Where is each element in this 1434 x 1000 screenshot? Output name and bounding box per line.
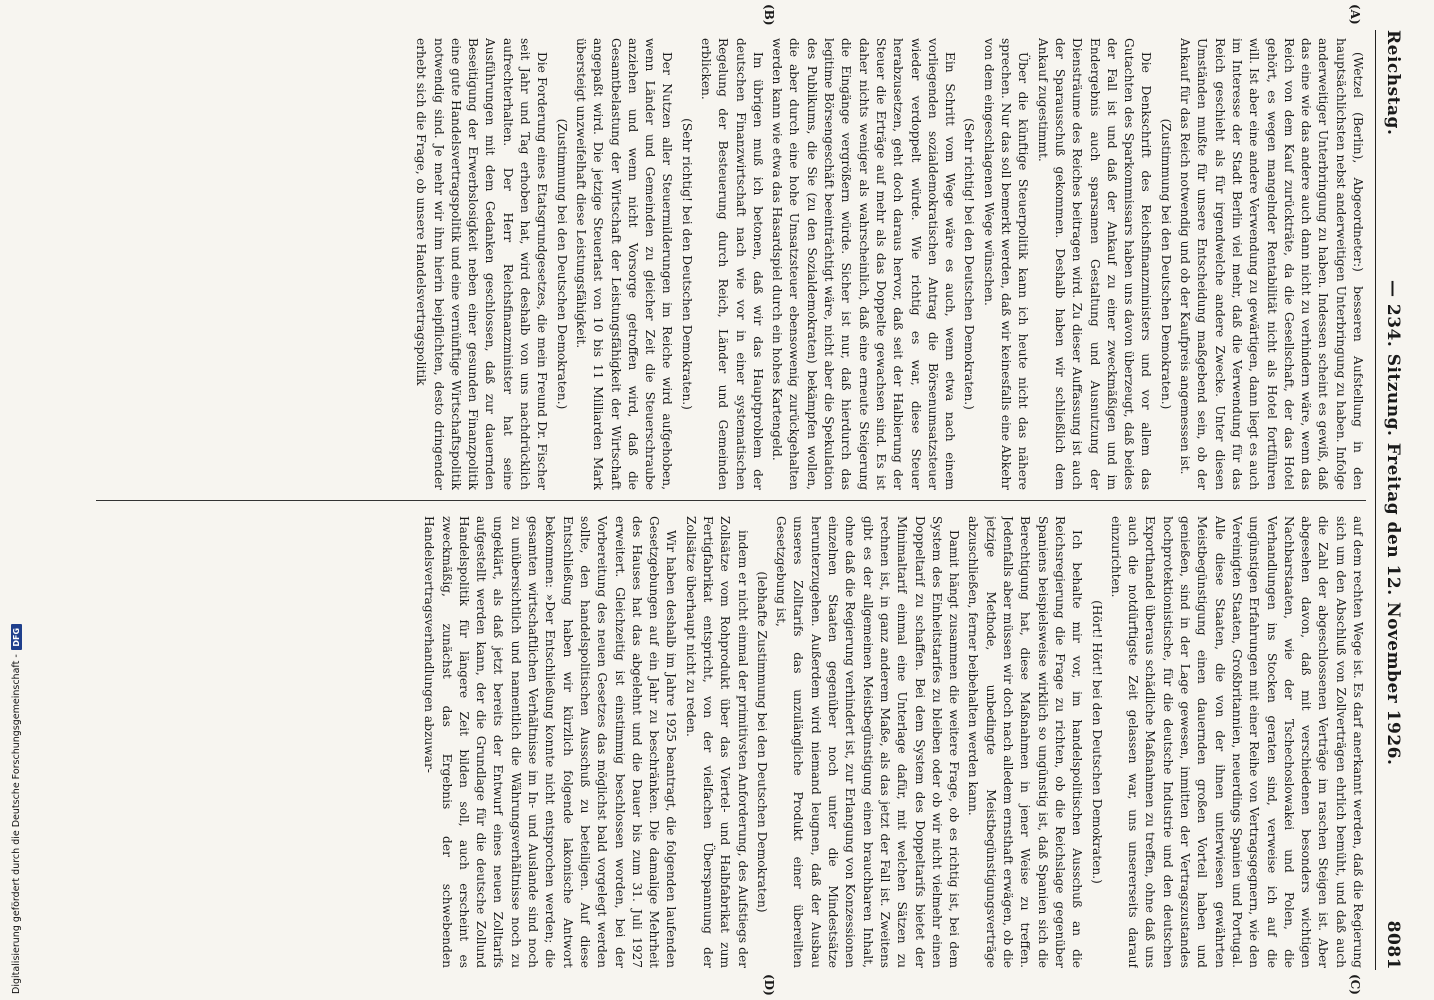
margin-marker-d: (D) <box>762 974 776 996</box>
paragraph: (Zustimmung bei den Deutschen Demokraten.) <box>554 118 569 410</box>
paragraph: (Zustimmung bei den Deutschen Demokraten.) <box>1158 118 1173 410</box>
page-number: 8081 <box>1383 920 1403 970</box>
paragraph: Wir haben deshalb im Jahre 1925 beantragt, die folgenden laufenden Gesetzgebungen auf ein Jahr zu beschränken. Die damalige Mehrheit des Hauses hat das abgelehnt und die Dauer bis zum 31. Juli 1927 erweitert. Gleichzeitig ist einstimmig beschlossen worden, bei der Vorbereitung des neuen Gesetzes das möglichst bald vorgelegt werden sollte, den handelspolitischen Ausschuß zu beteiligen. Auf diese Entschließung haben wir kürzlich folgende lakonische Antwort bekommen: »Der Entschließung konnte nicht entsprochen werden; die gesamten wirtschaftlichen Verhältnisse im In- und Auslande sind noch zu unübersichtlich und namentlich die Währungsverhältnisse noch zu ungeklärt, als daß jetzt bereits der Entwurf eines neuen Zolltarifs aufgestellt werden kann, der die Grundlage für die deutsche Zollund Handelspolitik für längere Zeit bilden soll, auch erscheint es zweckmäßig, zunächst das Ergebnis der schwebenden Handelsvertragsverhandlungen abzuwar- <box>422 516 679 968</box>
paragraph: Damit hängt zusammen die weitere Frage, ob es richtig ist, bei dem System des Einheitstarifes zu bleiben oder ob wir nicht vielmehr einen Doppeltarif zu schaffen. Bei dem System des Doppeltarifs bietet der Minimaltarif einmal eine Unterlage dafür, mit welchen Sätzen zu rechnen ist, in ganz anderem Maße, als das jetzt der Fall ist. Zweitens gibt es der allgemeinen Meistbegünstigung einen brauchbaren Inhalt, ohne daß die Regierung verhindert ist, zur Erlangung von Konzessionen einzelnen Staaten gegenüber noch unter die Mindestsätze herunterzugehen. Außerdem wird niemand leugnen, daß der Ausbau unseres Zolltarifs das unzulängliche Produkt einer übereilten Gesetzgebung ist, <box>774 516 962 968</box>
paragraph: (Wetzel (Berlin), Abgeordneter:) besseren Aufstellung in den hauptsächlichsten nebst anderweitigen Unterbringung zu haben. Infolge anderweitiger Unterbringung zu haben. Indessen scheint es gewiß, daß das eine wie das andere auch dann nicht zu verhindern wäre, wenn das Reich von dem Kauf zurückträte, da die Gesellschaft, der das Hotel gehört, es wegen mangelnder Rentabilität nicht als Hotel fortführen will. Ist aber eine andere Verwendung zu gewärtigen, dann liegt es auch im Interesse der Stadt Berlin viel mehr, daß die Verwendung für das Reich geschieht als für irgendwelche andere Zwecke. Unter diesen Umständen mußte für unsere Entscheidung maßgebend sein, ob der Ankauf für das Reich notwendig und ob der Kaufpreis angemessen ist. <box>1178 38 1365 490</box>
margin-marker-a: (A) <box>1348 4 1362 25</box>
paragraph: Die Forderung eines Etatsgrundgesetzes, die mein Freund Dr. Fischer seit Jahr und Tag erhoben hat, wird deshalb von uns nachdrücklich aufrechterhalten. Der Herr Reichsfinanzminister hat seine Ausführungen mit dem Gedanken geschlossen, daß zur dauernden Beseitigung der Erwerbslosigkeit neben einer gesunden Finanzpolitik eine gute Handelsvertragspolitik und eine vernünftige Wirtschaftspolitik notwendig sind. Je mehr wir ihm hierin beipflichten, desto dringender erhebt sich die Frage, ob unsere Handelsvertragspolitik <box>414 38 550 490</box>
paragraph: (lebhafte Zustimmung bei den Deutschen Demokraten) <box>754 571 769 913</box>
paragraph: Im übrigen muß ich betonen, daß wir das Hauptproblem der deutschen Finanzwirtschaft nach wie vor in einer systematischen Regelung der Besteuerung durch Reich, Länder und Gemeinden erblicken. <box>699 38 765 490</box>
margin-marker-c: (C) <box>1348 974 1362 995</box>
paragraph: Der Nutzen aller Steuermilderungen im Reiche wird aufgehoben, wenn Länder und Gemeinden zu gleicher Zeit die Steuerschraube anziehen und wenn nicht Vorsorge getroffen wird, daß die Gesamtbelastung der Wirtschaft der Leistungsfähigkeit der Wirtschaft angepaßt wird. Die jetzige Steuerlast von 10 bis 11 Milliarden Mark übersteigt unzweifelhaft diese Leistungsfähigkeit. <box>573 38 675 490</box>
paragraph: Ich behalte mir vor, im handelspolitischen Ausschuß an die Reichsregierung die Frage zu richten, ob die Reichslage gegenüber Spaniens beispielsweise wirklich so ungünstig ist, daß Spanien sich die Berechtigung hat, diese Maßnahmen in jener Weise zu treffen. Jedenfalls aber müssen wir doch nach alledem ernsthaft erwägen, ob die jetzige Methode, unbedingte Meistbegünstigungsverträge abzuschließen, ferner beibehalten werden kann. <box>966 516 1085 968</box>
right-column <box>96 516 1366 968</box>
paragraph: Ein Schritt vom Wege wäre es auch, wenn etwa nach einem vorliegenden sozialdemokratischen Antrag die Börsenumsatzsteuer wieder verdoppelt würde. Wie richtig es war, diese Steuer herabzusetzen, geht doch daraus hervor, daß seit der Halbierung der Steuer die Erträge auf mehr als das Doppelte gewachsen sind. Es ist daher nichts weniger als wahrscheinlich, daß eine erneute Steigerung die Eingänge vergrößern würde. Sicher ist nur, daß hierdurch das legitime Börsengeschäft beeinträchtigt wäre, nicht aber die Spekulation des Publikums, die Sie (zu den Sozialdemokraten) bekämpfen wollen, die aber durch eine hohe Umsatzsteuer ebensowenig zurückgehalten werden kann wie etwa das Hasardspiel durch ein hohes Kartengeld. <box>770 38 958 490</box>
paragraph: (Hört! Hört! bei den Deutschen Demokraten.) <box>1089 600 1104 884</box>
header-title: — 234. Sitzung. Freitag den 12. November 1926. <box>1383 279 1403 766</box>
margin-marker-b: (B) <box>762 4 776 26</box>
dfg-logo: DFG <box>11 624 22 650</box>
paragraph: Über die künftige Steuerpolitik kann ich heute nicht das nähere sprechen. Nur das soll bemerkt werden, daß wir keinesfalls eine Abkehr von dem eingeschlagenen Wege wünschen. <box>981 38 1031 490</box>
paragraph: auf dem rechten Wege ist. Es darf anerkannt werden, daß die Regierung sich um den Abschluß von Zollverträgen ehrlich bemüht, und daß auch die Zahl der abgeschlossenen Verträge im raschen Steigen ist. Aber abgesehen davon, daß mit verschiedenen besonders wichtigen Nachbarstaaten, wie der Tschechoslowakei und Polen, die Verhandlungen ins Stocken geraten sind, verweise ich auf die ungünstigen Erfahrungen mit einer Reihe von Vertragsgegnern, wie den Vereinigten Staaten, Großbritannien, neuerdings Spanien und Portugal. Alle diese Staaten, die von der ihnen unterwiesen gewährten Meistbegünstigung einen dauernden großen Vorteil haben und genießen, sind in der Lage gewesen, inmitten der Vertragszustandes hochprotektionistische, für die deutsche Industrie und den deutschen Exporthandel überaus schädliche Maßnahmen zu treffen, ohne daß uns auch die notdürftigste Zeit gelassen war, uns unsererseits darauf einzurichten. <box>1108 516 1365 968</box>
paragraph: Die Denkschrift des Reichsfinanzministers und vor allem das Gutachten des Sparkommissars haben uns davon überzeugt, daß beides der Fall ist und daß der Ankauf zu einer zweckmäßigen und im Endergebnis auch sparsamen Gestaltung und Ausnutzung der Diensträume des Reiches beitragen wird. Zu dieser Auffassung ist auch der Sparausschuß gekommen. Deshalb haben wir schließlich dem Ankauf zugestimmt. <box>1035 38 1154 490</box>
page-header <box>1375 30 1410 970</box>
paragraph: (Sehr richtig! bei den Deutschen Demokraten.) <box>679 118 694 410</box>
text-columns <box>96 4 1366 996</box>
column-divider <box>96 500 1366 501</box>
paragraph: (Sehr richtig! bei den Deutschen Demokraten.) <box>962 118 977 410</box>
header-left: Reichstag. <box>1383 30 1403 136</box>
paragraph: indem er nicht einmal der primitivsten Anforderung, des Aufstiegs der Zollsätze vom Rohprodukt über das Viertel- und Halbfabrikat zum Fertigfabrikat entspricht, von der vielfachen Überspannung der Zollsätze überhaupt nicht zu reden. <box>683 516 750 968</box>
digitization-credit <box>8 0 24 1000</box>
left-column <box>96 38 1366 490</box>
credit-text: Digitalisierung gefördert durch die Deutsche Forschungsgemeinschaft - <box>10 654 22 994</box>
rotated-page-content <box>90 4 1410 996</box>
